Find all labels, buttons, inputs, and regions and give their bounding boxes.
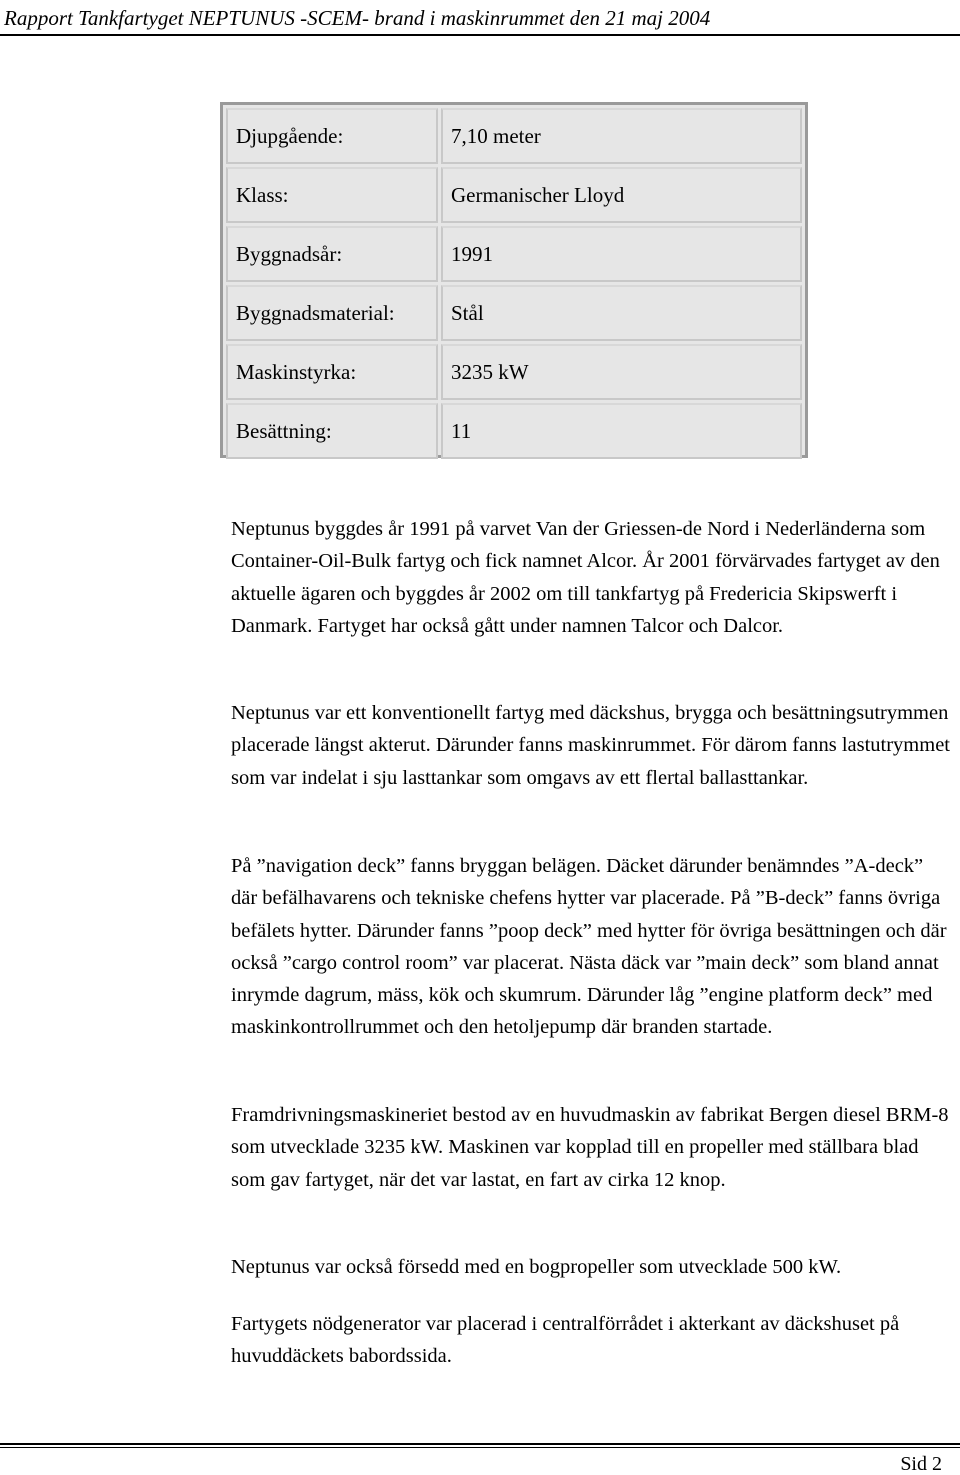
- header-divider: [0, 34, 960, 36]
- spec-row: [226, 108, 802, 164]
- paragraph-propulsion: [231, 1099, 951, 1196]
- spec-value: 1991: [441, 226, 802, 282]
- spec-row: [226, 226, 802, 282]
- header-title: Rapport Tankfartyget NEPTUNUS -SCEM- brand i maskinrummet den 21 maj 2004: [4, 6, 711, 30]
- paragraph-text: Neptunus byggdes år 1991 på varvet Van der Griessen-de Nord i Nederländerna som Container-Oil-Bulk fartyg och fick namnet Alcor. År 2001 förvärvades fartyget av den aktuelle ägaren och byggdes år 2002 om till tankfartyg på Fredericia Skipswerft i Danmark. Fartyget har också gått under namnen Talcor och Dalcor.: [231, 518, 940, 637]
- paragraph-emergency-generator: [231, 1308, 951, 1373]
- paragraph-layout: [231, 697, 951, 794]
- spec-label: Byggnadsmaterial:: [226, 285, 438, 341]
- footer-divider: [0, 1443, 960, 1445]
- spec-value: Stål: [441, 285, 802, 341]
- page-number: Sid 2: [900, 1453, 942, 1475]
- spec-value: 7,10 meter: [441, 108, 802, 164]
- spec-value: 3235 kW: [441, 344, 802, 400]
- paragraph-history: [231, 513, 951, 642]
- spec-value: Germanischer Lloyd: [441, 167, 802, 223]
- paragraph-text: Neptunus var också försedd med en bogpropeller som utvecklade 500 kW.: [231, 1256, 842, 1278]
- paragraph-text: På ”navigation deck” fanns bryggan belägen. Däcket därunder benämndes ”A-deck” där befälhavarens och tekniske chefens hytter var placerade. På ”B-deck” fanns övriga befälets hytter. Därunder fanns ”poop deck” med hytter för övriga besättningen och där också ”cargo control room” var placerat. Nästa däck var ”main deck” som bland annat inrymde dagrum, mäss, kök och skumrum. Därunder låg ”engine platform deck” med maskinkontrollrummet och den hetoljepump där branden startade.: [231, 855, 947, 1039]
- page-header: [0, 0, 960, 36]
- spec-row: [226, 403, 802, 459]
- spec-row: [226, 285, 802, 341]
- spec-label: Besättning:: [226, 403, 438, 459]
- paragraph-text: Neptunus var ett konventionellt fartyg med däckshus, brygga och besättningsutrymmen placerade längst akterut. Därunder fanns maskinrummet. För därom fanns lastutrymmet som var indelat i sju lasttankar som omgavs av ett flertal ballasttankar.: [231, 702, 950, 789]
- spec-value: 11: [441, 403, 802, 459]
- ship-specs-table: [220, 102, 808, 458]
- paragraph-text: Fartygets nödgenerator var placerad i centralförrådet i akterkant av däckshuset på huvuddäckets babordssida.: [231, 1313, 900, 1368]
- paragraph-text: Framdrivningsmaskineriet bestod av en huvudmaskin av fabrikat Bergen diesel BRM-8 som utvecklade 3235 kW. Maskinen var kopplad till en propeller med ställbara blad som gav fartyget, när det var lastat, en fart av cirka 12 knop.: [231, 1104, 949, 1191]
- spec-row: [226, 344, 802, 400]
- spec-label: Maskinstyrka:: [226, 344, 438, 400]
- spec-label: Byggnadsår:: [226, 226, 438, 282]
- spec-label: Klass:: [226, 167, 438, 223]
- paragraph-bow-thruster: [231, 1251, 951, 1283]
- paragraph-decks: [231, 850, 951, 1044]
- spec-label: Djupgående:: [226, 108, 438, 164]
- spec-row: [226, 167, 802, 223]
- footer-divider-thin: [0, 1447, 960, 1448]
